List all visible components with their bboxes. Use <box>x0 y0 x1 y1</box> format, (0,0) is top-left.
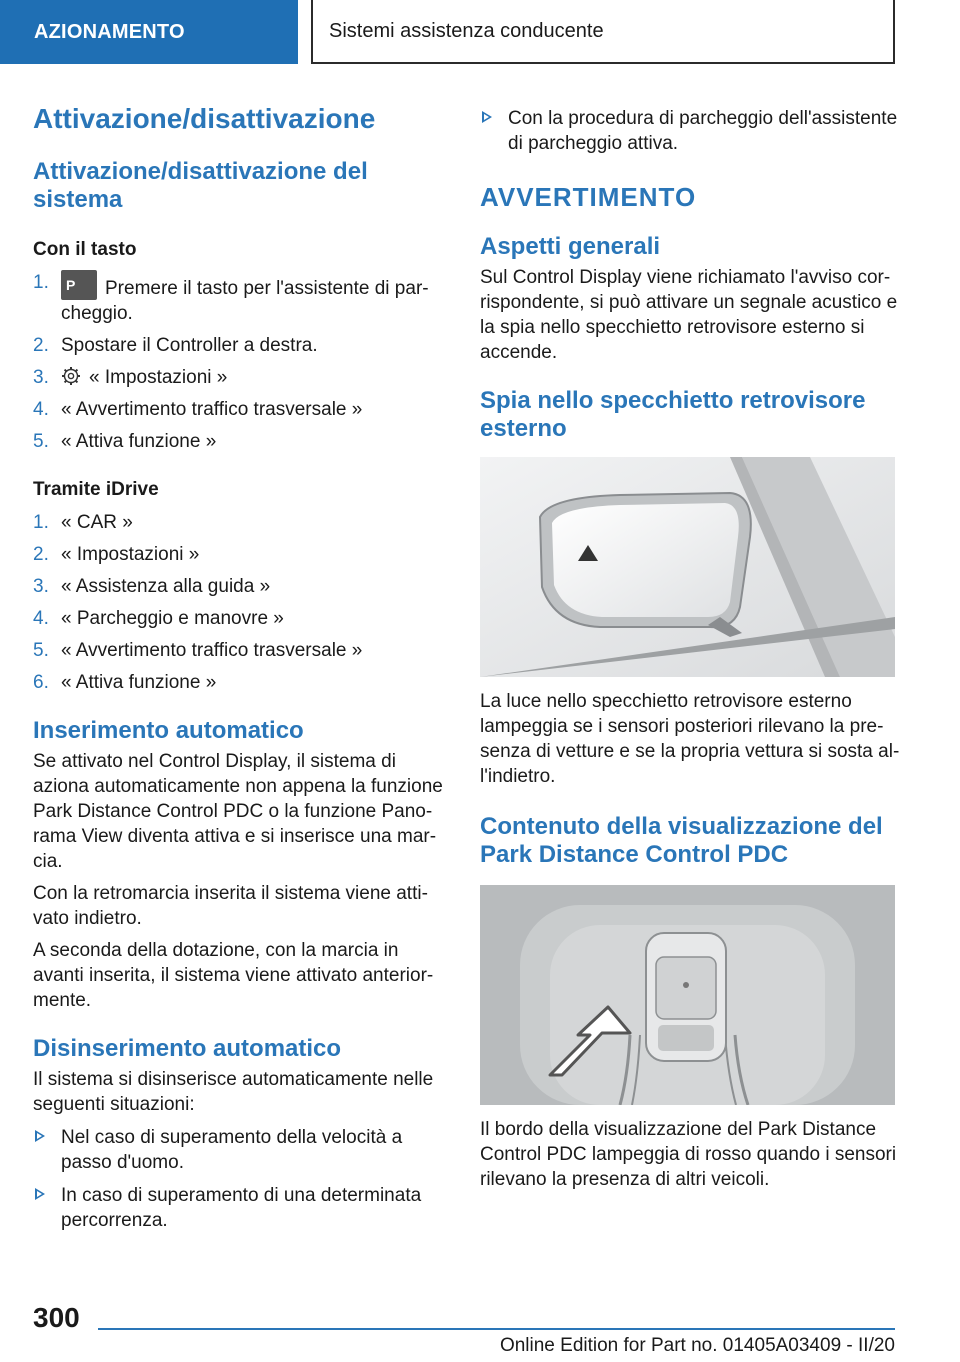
pdc-illustration <box>480 885 895 1105</box>
step-text: Spostare il Controller a destra. <box>61 335 318 356</box>
idrive-steps <box>33 510 443 695</box>
right-column <box>480 100 900 1192</box>
mirror-heading: Spia nello specchietto retrovisore esterno <box>480 387 866 442</box>
auto-off-paragraph: Il sistema si disinserisce automaticamente nelle seguenti situazioni: <box>33 1069 434 1115</box>
triangle-bullet-icon <box>35 1130 45 1142</box>
page-title: Attivazione/disattivazione <box>33 103 376 134</box>
pdc-heading: Contenuto della visualizzazione del Park Distance Control PDC <box>480 813 883 868</box>
button-heading: Con il tasto <box>33 239 137 260</box>
list-item <box>33 510 443 535</box>
step-text: « Impostazioni » <box>61 544 200 565</box>
step-number: 4. <box>33 608 49 629</box>
list-item-text: Con la procedura di parcheggio dell'assistente di parcheggio attiva. <box>508 108 898 154</box>
list-item <box>33 1125 443 1175</box>
list-item <box>480 106 900 156</box>
list-item <box>33 574 443 599</box>
step-text: « Attiva funzione » <box>61 431 217 452</box>
general-heading: Aspetti generali <box>480 233 661 260</box>
list-item <box>33 638 443 663</box>
auto-on-paragraph-3: A seconda della dotazione, con la marcia in avanti inserita, il sistema viene attivato anteriormente. <box>33 940 434 1011</box>
section-tab: AZIONAMENTO <box>0 0 298 64</box>
step-number: 3. <box>33 367 49 388</box>
auto-on-paragraph-2: Con la retromarcia inserita il sistema viene attivato indietro. <box>33 883 428 929</box>
step-number: 6. <box>33 672 49 693</box>
auto-off-list <box>33 1125 443 1233</box>
step-text: « Avvertimento traffico trasversale » <box>61 399 363 420</box>
section-heading: Attivazione/disattivazione del sistema <box>33 158 368 213</box>
pdc-image <box>480 885 895 1105</box>
chapter-title: Sistemi assistenza conducente <box>311 0 895 64</box>
step-text: « Parcheggio e manovre » <box>61 608 284 629</box>
step-number: 4. <box>33 399 49 420</box>
gear-icon <box>61 366 81 386</box>
list-item <box>33 1183 443 1233</box>
park-assist-button-icon: P <box>61 270 97 300</box>
step-number: 2. <box>33 544 49 565</box>
auto-on-paragraph-1: Se attivato nel Control Display, il sistema di aziona automaticamente non appena la funzione Park Distance Control PDC o la funzione Panorama View diventa attiva e si inserisce una marcia. <box>33 751 443 872</box>
list-item <box>33 333 443 358</box>
step-text: « Assistenza alla guida » <box>61 576 271 597</box>
left-column <box>33 100 443 1241</box>
general-paragraph: Sul Control Display viene richiamato l'avviso corrispondente, si può attivare un segnale acustico e la spia nello specchietto retrovisore esterno si accende. <box>480 267 898 363</box>
step-text: Premere il tasto per l'assistente di parcheggio. <box>61 278 429 324</box>
step-number: 3. <box>33 576 49 597</box>
list-item <box>33 365 443 390</box>
list-item <box>33 270 443 326</box>
step-number: 1. <box>33 272 49 293</box>
button-steps <box>33 270 443 454</box>
step-number: 2. <box>33 335 49 356</box>
footer-divider <box>98 1328 895 1330</box>
triangle-bullet-icon <box>482 111 492 123</box>
list-item <box>33 542 443 567</box>
mirror-image <box>480 457 895 677</box>
step-text: « Avvertimento traffico trasversale » <box>61 640 363 661</box>
list-item <box>33 429 443 454</box>
triangle-bullet-icon <box>35 1188 45 1200</box>
step-number: 1. <box>33 512 49 533</box>
list-item-text: Nel caso di superamento della velocità a passo d'uomo. <box>61 1127 403 1173</box>
step-text: « Attiva funzione » <box>61 672 217 693</box>
continued-list <box>480 106 900 156</box>
warning-title: AVVERTIMENTO <box>480 182 697 212</box>
pdc-paragraph: Il bordo della visualizzazione del Park Distance Control PDC lampeggia di rosso quando i sensori rilevano la presenza di altri veicoli. <box>480 1119 897 1190</box>
page-number: 300 <box>33 1302 80 1333</box>
step-number: 5. <box>33 640 49 661</box>
auto-on-heading: Inserimento automatico <box>33 717 304 744</box>
edition-text: Online Edition for Part no. 01405A03409 - II/20 <box>499 1335 895 1356</box>
mirror-paragraph: La luce nello specchietto retrovisore esterno lampeggia se i sensori posteriori rilevano la presenza di vetture e se la propria vettura si sosta all'indietro. <box>480 691 900 787</box>
list-item <box>33 397 443 422</box>
step-number: 5. <box>33 431 49 452</box>
mirror-illustration <box>480 457 895 677</box>
idrive-heading: Tramite iDrive <box>33 479 159 500</box>
list-item <box>33 606 443 631</box>
auto-off-heading: Disinserimento automatico <box>33 1035 342 1062</box>
list-item <box>33 670 443 695</box>
step-text: « Impostazioni » <box>89 367 228 388</box>
step-text: « CAR » <box>61 512 133 533</box>
list-item-text: In caso di superamento di una determinata percorrenza. <box>61 1185 422 1231</box>
